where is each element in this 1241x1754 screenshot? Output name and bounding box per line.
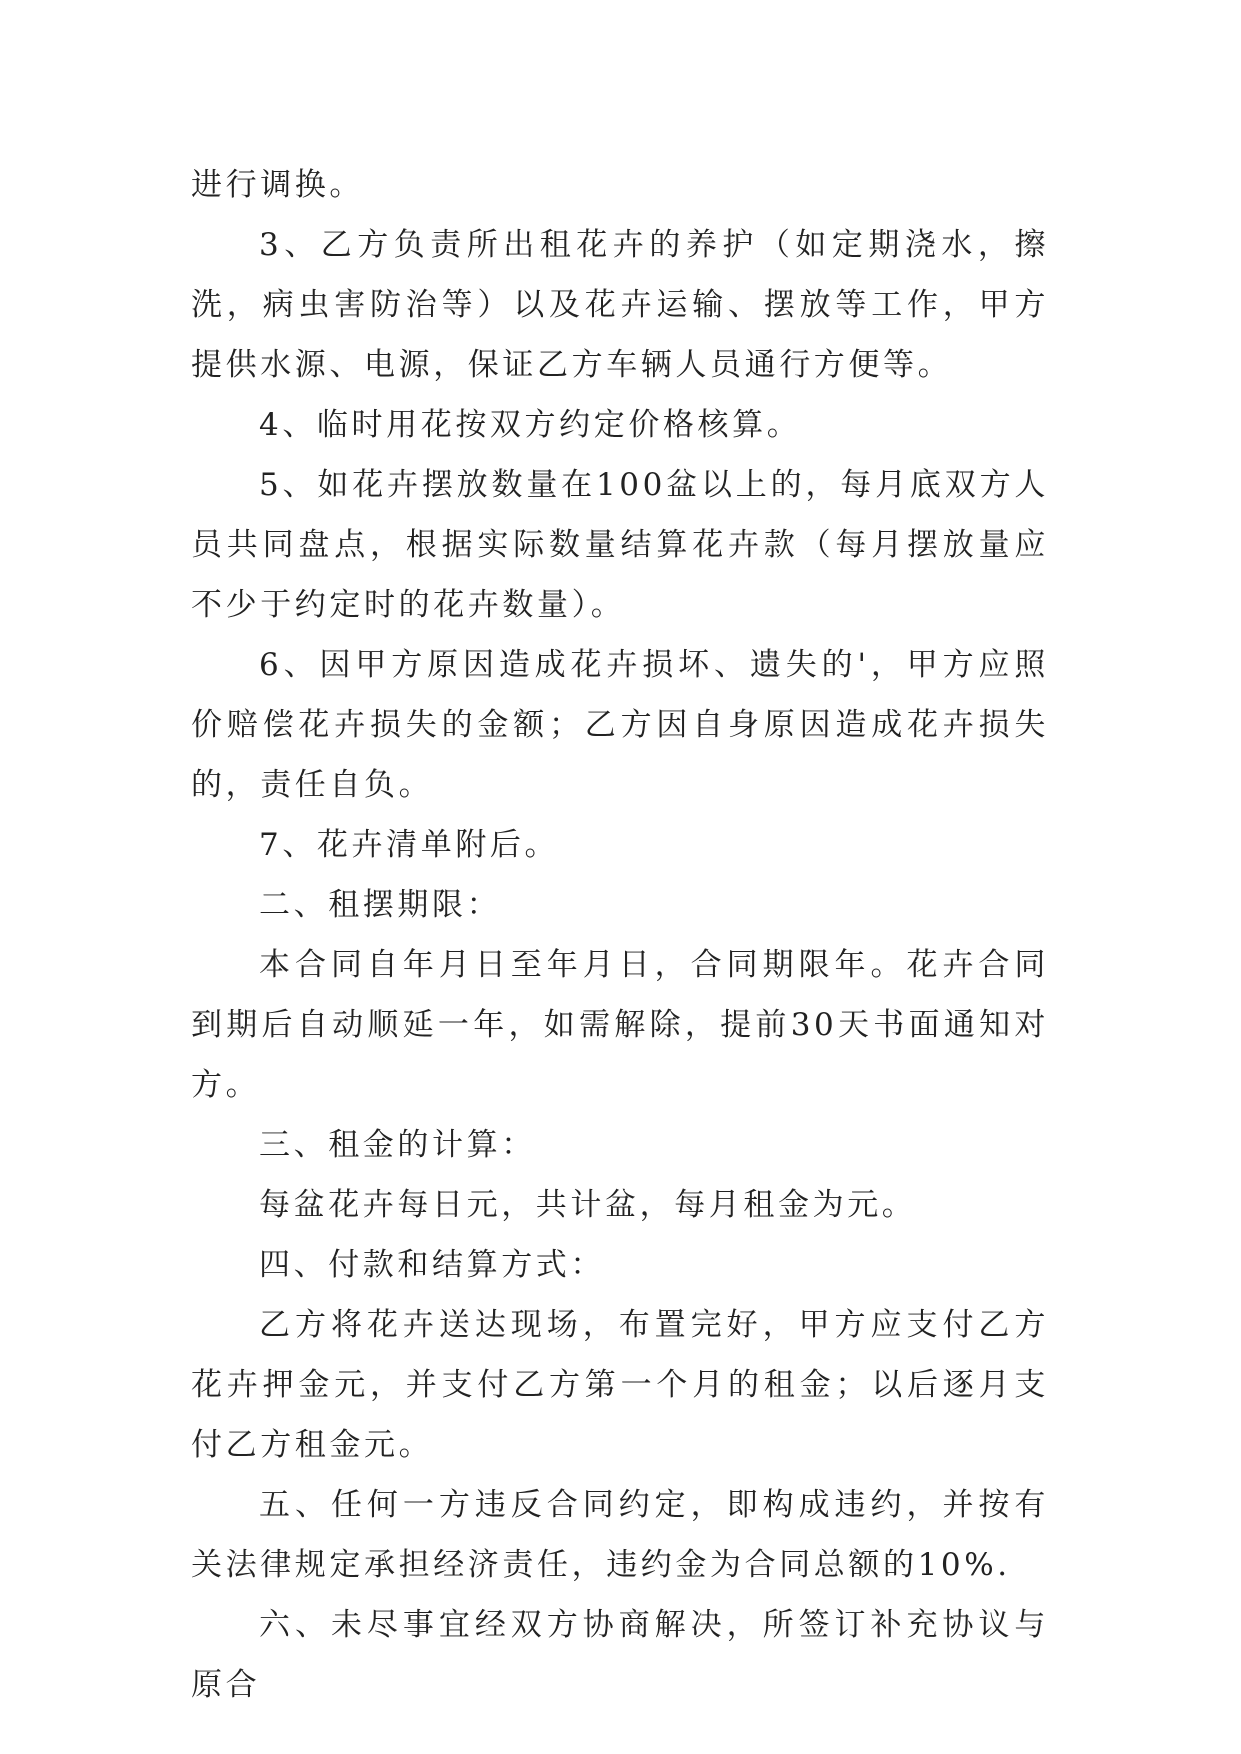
section-4-heading: 四、付款和结算方式：	[259, 1247, 605, 1283]
section-2-heading: 二、租摆期限：	[259, 887, 502, 923]
clause-3-maintenance: 3、乙方负责所出租花卉的养护（如定期浇水，擦洗，病虫害防治等）以及花卉运输、摆放等工作，甲方提供水源、电源，保证乙方车辆人员通行方便等。	[191, 227, 1049, 383]
clause-5-inventory: 5、如花卉摆放数量在100盆以上的，每月底双方人员共同盘点，根据实际数量结算花卉款（每月摆放量应不少于约定时的花卉数量）。	[191, 467, 1049, 623]
document-body	[191, 155, 1049, 1715]
clause-7-flower-list: 7、花卉清单附后。	[259, 827, 560, 863]
section-4-payment-text: 乙方将花卉送达现场，布置完好，甲方应支付乙方花卉押金元，并支付乙方第一个月的租金；以后逐月支付乙方租金元。	[191, 1307, 1049, 1463]
section-6-supplement-text: 六、未尽事宜经双方协商解决，所签订补充协议与原合	[191, 1607, 1049, 1703]
section-2-term-text: 本合同自年月日至年月日，合同期限年。花卉合同到期后自动顺延一年，如需解除，提前30天书面通知对方。	[191, 947, 1049, 1103]
section-3-heading: 三、租金的计算：	[259, 1127, 536, 1163]
section-5-breach-text: 五、任何一方违反合同约定，即构成违约，并按有关法律规定承担经济责任，违约金为合同总额的10%.	[191, 1487, 1049, 1583]
section-3-rent-text: 每盆花卉每日元，共计盆，每月租金为元。	[259, 1187, 917, 1223]
clause-4-temporary-flowers: 4、临时用花按双方约定价格核算。	[259, 407, 802, 443]
clause-6-damage-compensation: 6、因甲方原因造成花卉损坏、遗失的'，甲方应照价赔偿花卉损失的金额；乙方因自身原因造成花卉损失的，责任自负。	[191, 647, 1049, 803]
paragraph-continuation: 进行调换。	[191, 167, 364, 203]
